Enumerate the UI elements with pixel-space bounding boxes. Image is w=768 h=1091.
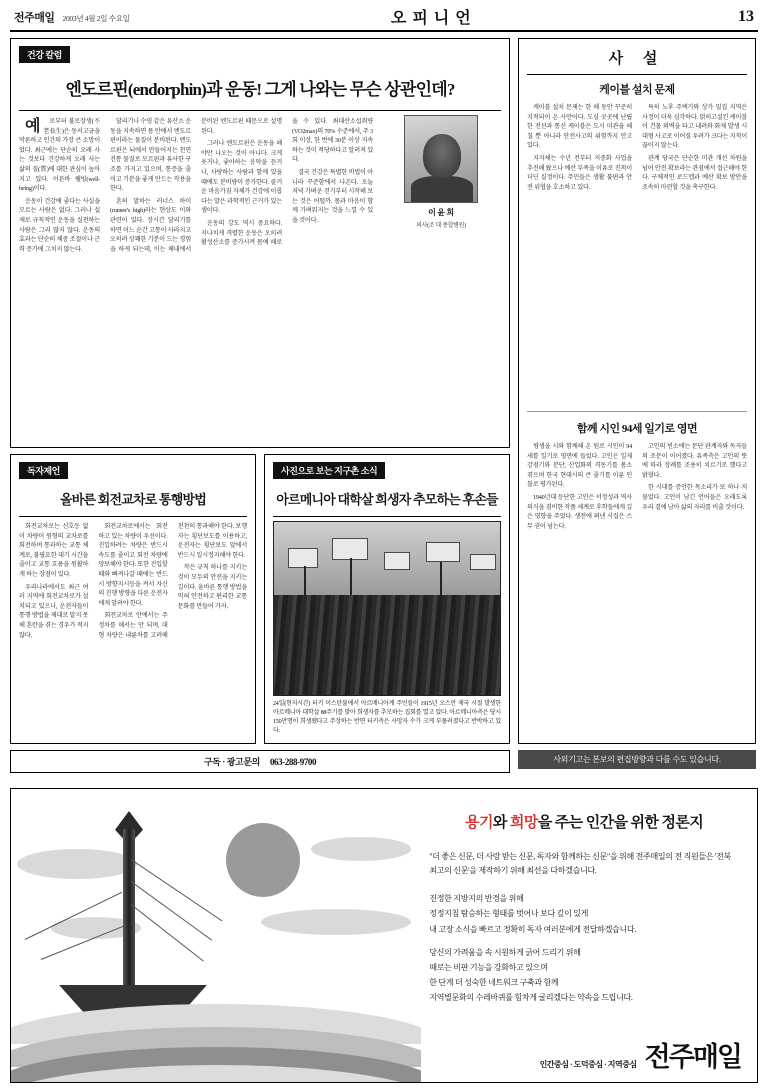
masthead — [10, 6, 758, 32]
subscribe-contact-bar[interactable] — [10, 750, 510, 773]
ad-headline-post: 을 주는 인간을 위한 정론지 — [537, 815, 704, 831]
subscribe-phone: 063-288-9700 — [269, 756, 317, 767]
left-column — [10, 38, 510, 778]
issue-date: 2003년 4월 2일 수요일 — [62, 13, 130, 23]
ad-body-line: 지역별문화의 수레바퀴를 힘차게 굴리겠다는 약속을 드립니다. — [429, 993, 633, 1003]
cloud-graphic — [261, 909, 411, 935]
ad-headline — [429, 811, 739, 832]
ad-body-line: 정정지침 탐승하는 형태를 벗어나 보다 깊이 있게 — [429, 909, 589, 919]
editorial-tag: 사 설 — [608, 51, 666, 67]
paragraph: 고인의 빈소에는 문단 관계자와 독자들의 조문이 이어졌다. 유족측은 고인의 뜻에 따라 장례를 조용히 치르기로 했다고 밝혔다. — [642, 443, 747, 479]
ad-footer — [540, 1035, 741, 1074]
page-number: 13 — [737, 7, 754, 25]
paragraph: 회전교차로 안에서는 주정차를 해서는 안 되며, 대형 차량은 내륜차를 고려해 천천히 통과해야 한다. 보행자는 횡단보도를 이용하고, 운전자는 횡단보도 앞에서 반드시 일시정지해야 한다. — [98, 523, 247, 639]
editorial-notice: 사외기고는 본보의 편집방향과 다를 수도 있습니다. — [518, 750, 756, 769]
paragraph: 지자체는 수년 전부터 지중화 사업을 추진해 왔으나 예산 부족을 이유로 진척이 더딘 실정이다. 주민들은 생활 불편과 안전 위협을 호소하고 있다. — [527, 155, 632, 191]
paragraph: 1940년대 등단한 고인은 서정성과 역사의식을 겸비한 작품 세계로 후학들에게 깊은 영향을 주었다. 생전에 펴낸 시집은 스무 권이 넘는다. — [527, 494, 632, 530]
ad-headline-accent-1: 용기 — [465, 815, 493, 831]
health-column-tag: 건강 칼럼 — [19, 46, 70, 63]
photo-story-article — [264, 454, 510, 744]
photo-story-caption: 24일(현지시간) 터키 이스탄불에서 아르메니아계 주민들이 1915년 오스만 제국 시절 발생한 아르메니아 대학살 88주기를 맞아 희생자를 추모하는 집회를 열고 있다. 아르메니아측은 당시 150만명이 희생됐다고 주장하는 반면 터키측은 사망자 수가 크게 부풀려졌다고 반박하고 있다. — [273, 701, 501, 734]
lower-articles — [10, 454, 510, 744]
editorial-article — [518, 38, 756, 744]
ad-body-line: 때로는 비판 기능을 강화하고 있으며 — [429, 962, 548, 972]
right-column — [518, 38, 756, 778]
cloud-graphic — [311, 837, 411, 861]
paragraph: 그러나 엔도르핀은 운동을 해야만 나오는 것이 아니다. 크게 웃거나, 좋아하는 음악을 듣거나, 사랑하는 사람과 함께 있을 때에도 분비량이 증가한다. 즐거운 마음가짐 자체가 건강에 이롭다는 말은 과학적인 근거가 있는 셈이다. — [201, 140, 282, 215]
paragraph: 회전교차로는 신호등 없이 차량이 원형의 교차로를 회전하며 통과하는 교통 체계로, 불필요한 대기 시간을 줄이고 교통 흐름을 원활하게 하는 장점이 있다. — [19, 523, 89, 579]
paragraph: 운동이 건강에 좋다는 사실을 모르는 사람은 없다. 그러나 실제로 규칙적인 운동을 실천하는 사람은 그리 많지 않다. 운동의 효과는 단순히 체중 조절이나 근력 증가에 그치지 않는다. — [19, 197, 100, 253]
ad-body-line: 진정한 지방지의 반경을 위해 — [429, 894, 524, 904]
photo-story-headline: 아르메니아 대학살 희생자 추모하는 후손들 — [276, 492, 498, 507]
reader-opinion-body — [19, 522, 247, 744]
ship-mast-graphic — [123, 829, 135, 994]
paragraph: 특히 노후 주택가와 상가 밀집 지역은 사정이 더욱 심각하다. 얽히고설킨 케이블이 건물 외벽을 타고 내려와 화재 발생 시 대형 사고로 이어질 우려가 크다는 지적이 끊이지 않는다. — [642, 104, 747, 150]
ad-headline-mid: 와 — [492, 815, 510, 831]
paragraph: 예로부터 불로장생(不老長生)은 동서고금을 막론하고 인간의 가장 큰 소망이었다. 최근에는 단순히 오래 사는 것보다 건강하게 오래 사는 삶의 질(質)에 대한 관심이 높아지고 있다. 이른바 웰빙(well-being)이다. — [19, 118, 100, 193]
advertisement[interactable] — [10, 788, 758, 1083]
health-column-headline: 엔도르핀(endorphin)과 운동! 그게 나와는 무슨 상관인데? — [65, 80, 455, 99]
paragraph: 흔히 말하는 러너스 하이(runner's high)라는 현상도 이와 관련이 있다. 장시간 달리기를 하면 어느 순간 고통이 사라지고 오히려 상쾌한 기분이 드는 경험을 하게 되는데, 이는 체내에서 분비된 엔도르핀 때문으로 설명된다. — [110, 118, 282, 253]
ad-body-line: 당신의 가려움을 속 시원하게 긁어 드리기 위해 — [429, 947, 581, 957]
editorial-item-2-title: 함께 시인 94세 일기로 영면 — [576, 423, 698, 435]
photo-story-image — [273, 521, 501, 696]
editorial-item-1-title: 케이블 설치 문제 — [599, 84, 675, 96]
paragraph: 케이블 설치 문제는 한 해 동안 꾸준히 지적되어 온 사안이다. 도심 곳곳에 난립한 전선과 통신 케이블은 도시 미관을 해칠 뿐 아니라 안전사고의 위험까지 안고 있다. — [527, 104, 632, 150]
ad-logo: 전주매일 — [644, 1042, 741, 1072]
ad-body — [429, 891, 739, 1005]
reader-opinion-headline: 올바른 회전교차로 통행방법 — [60, 492, 206, 507]
ad-tagline: 인간중심 · 도덕중심 · 지역중심 — [539, 1060, 637, 1069]
rigging-line — [131, 904, 204, 961]
section-title: 오피니언 — [390, 10, 477, 27]
ad-headline-accent-2: 희망 — [509, 815, 538, 831]
paragraph: 달리기나 수영 같은 유산소 운동을 지속하면 몸 안에서 엔도르핀이라는 물질이 분비된다. 엔도르핀은 뇌에서 만들어지는 천연 진통 물질로 모르핀과 유사한 구조를 가지고 있으며, 통증을 줄이고 기분을 좋게 만드는 작용을 한다. — [110, 118, 191, 193]
photo-story-tag: 사진으로 보는 지구촌 소식 — [273, 462, 385, 479]
paragraph: 관계 당국은 단순한 미관 개선 차원을 넘어 안전 확보라는 관점에서 접근해야 한다. 구체적인 로드맵과 예산 확보 방안을 조속히 마련할 것을 촉구한다. — [642, 155, 747, 191]
editorial-item-2-body — [527, 442, 747, 742]
ad-copy — [421, 789, 757, 1082]
reader-opinion-article — [10, 454, 256, 744]
paragraph: 작은 규칙 하나를 지키는 것이 모두의 안전을 지키는 길이다. 올바른 통행 방법을 익혀 안전하고 편리한 교통문화를 만들어 가자. — [177, 564, 247, 610]
paragraph: 우리나라에서도 최근 여러 지역에 회전교차로가 설치되고 있으나, 운전자들이 통행 방법을 제대로 알지 못해 혼란을 겪는 경우가 적지 않다. — [19, 583, 89, 639]
reader-opinion-tag: 독자제언 — [19, 462, 68, 479]
masthead-left — [14, 9, 130, 25]
cloud-graphic — [17, 849, 137, 879]
paragraph: 회전교차로에서는 회전하고 있는 차량이 우선이다. 진입하려는 차량은 반드시 속도를 줄이고 회전 차량에 양보해야 한다. 또한 진입할 때와 빠져나갈 때에는 반드시 방향지시등을 켜서 자신의 진행 방향을 다른 운전자에게 알려야 한다. — [98, 523, 168, 607]
paragraph: 한 시대를 증언한 목소리가 또 하나 저물었다. 고인이 남긴 언어들은 오래도록 우리 곁에 남아 삶의 자리를 비출 것이다. — [642, 484, 747, 511]
subscribe-label: 구독 · 광고문의 — [203, 757, 260, 767]
rigging-line — [131, 881, 212, 941]
page-body — [10, 38, 758, 778]
editorial-item-1-body — [527, 103, 747, 403]
ad-illustration — [11, 789, 421, 1082]
health-column-article — [10, 38, 510, 448]
author-name: 이 윤 희 — [428, 208, 454, 217]
paragraph: 평생을 시와 함께해 온 원로 시인이 94세를 일기로 영면에 들었다. 고인은 일제강점기와 분단, 산업화의 격동기를 몸소 겪으며 한국 현대시의 큰 줄기를 이룬 인물로 평가된다. — [527, 443, 632, 489]
author-title: 의사(조 대 종합병원) — [416, 223, 466, 229]
paragraph: 운동의 강도 역시 중요하다. 지나치게 격렬한 운동은 오히려 활성산소를 증가시켜 몸에 해로울 수 있다. 최대산소섭취량(VO2max)의 70% 수준에서, 주 3회 이상, 한 번에 30분 이상 지속하는 것이 적당하다고 알려져 있다. — [201, 118, 373, 247]
moon-graphic — [226, 823, 300, 897]
paragraph: 결국 건강은 특별한 비법이 아니라 꾸준함에서 나온다. 오늘 저녁 가벼운 걷기부터 시작해 보는 것은 어떨까. 몸과 마음이 함께 가벼워지는 것을 느낄 수 있을 것이다. — [292, 169, 373, 225]
ad-body-line: 한 단계 더 성숙한 네트워크 구축과 함께 — [429, 978, 559, 988]
author-photo — [404, 115, 478, 203]
author-block — [381, 115, 501, 229]
health-column-body — [19, 117, 373, 447]
ad-quote: "더 좋은 신문, 더 사랑 받는 신문, 독자와 함께하는 신문"을 위해 전주매일의 전 직원들은 '전북 최고의 신문'을 제작하기 위해 최선을 다하겠습니다. — [429, 852, 731, 875]
ad-body-line: 내 고장 소식을 빠르고 정확히 독자 여러분에게 전달하겠습니다. — [429, 924, 637, 934]
paper-name: 전주매일 — [14, 11, 55, 24]
